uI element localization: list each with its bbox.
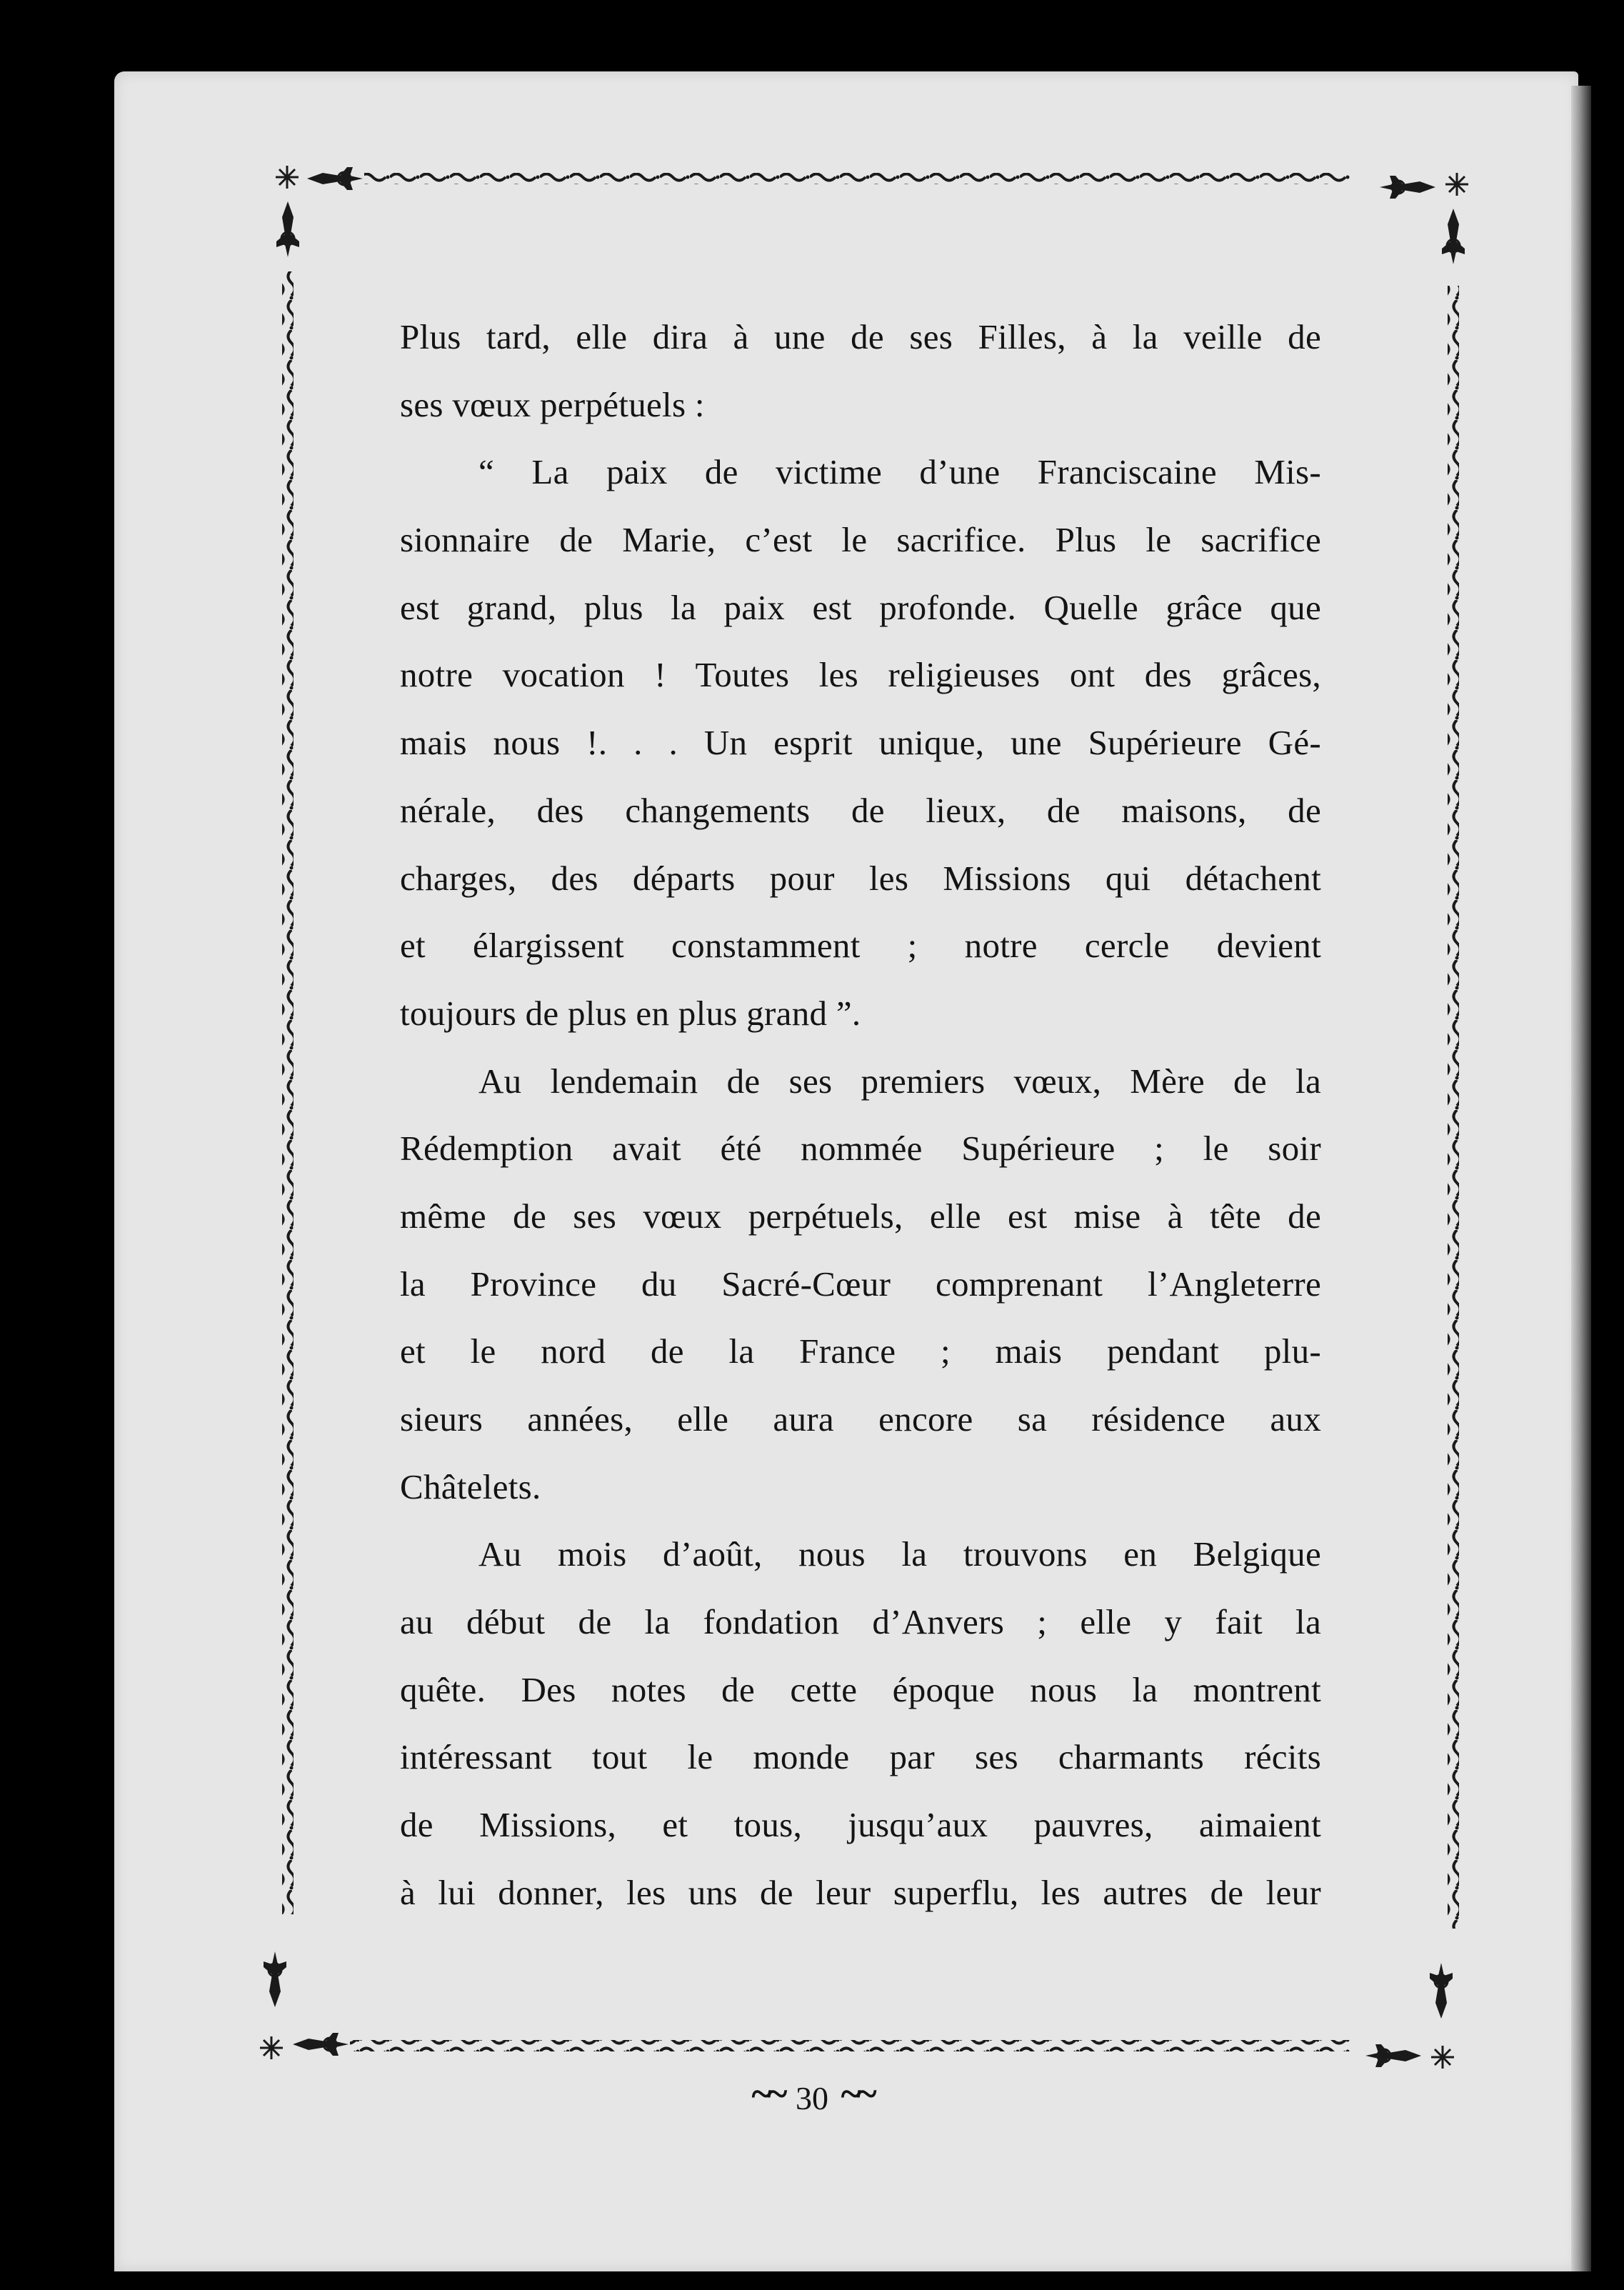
text-line: quête. Des notes de cette époque nous la montrent <box>400 1669 1321 1709</box>
text-line: mais nous !. . . Un esprit unique, une Supérieure Gé- <box>400 723 1321 763</box>
text-line: Châtelets. <box>400 1466 541 1506</box>
text-line: nérale, des changements de lieux, de maisons, de <box>400 790 1321 830</box>
text-line: toujours de plus en plus grand ”. <box>400 993 861 1033</box>
ornament-left-icon: ~~ <box>751 2072 783 2115</box>
text-line: Au mois d’août, nous la trouvons en Belgique <box>478 1534 1321 1574</box>
text-line: intéressant tout le monde par ses charmants récits <box>400 1737 1321 1777</box>
text-line: à lui donner, les uns de leur superflu, les autres de leur <box>400 1872 1321 1912</box>
text-line: sionnaire de Marie, c’est le sacrifice. Plus le sacrifice <box>400 520 1321 560</box>
text-line: ses vœux perpétuels : <box>400 384 705 424</box>
text-line: notre vocation ! Toutes les religieuses ont des grâces, <box>400 655 1321 695</box>
text-line: sieurs années, elle aura encore sa résidence aux <box>400 1399 1321 1439</box>
text-line: Plus tard, elle dira à une de ses Filles, à la veille de <box>400 317 1321 356</box>
text-line: charges, des départs pour les Missions qui détachent <box>400 858 1321 898</box>
text-line: de Missions, et tous, jusqu’aux pauvres, aimaient <box>400 1805 1321 1845</box>
page-number: 30 <box>796 2080 828 2116</box>
body-text <box>400 304 1321 1927</box>
text-line: la Province du Sacré-Cœur comprenant l’Angleterre <box>400 1264 1321 1304</box>
page-footer <box>0 2071 1624 2117</box>
text-line: Au lendemain de ses premiers vœux, Mère de la <box>478 1061 1321 1101</box>
ornament-right-icon: ~~ <box>841 2072 873 2115</box>
text-line: Rédemption avait été nommée Supérieure ; le soir <box>400 1129 1321 1169</box>
text-line: au début de la fondation d’Anvers ; elle y fait la <box>400 1602 1321 1642</box>
text-line: et le nord de la France ; mais pendant plu- <box>400 1331 1321 1371</box>
text-line: et élargissent constamment ; notre cercle devient <box>400 926 1321 966</box>
text-line: est grand, plus la paix est profonde. Quelle grâce que <box>400 587 1321 627</box>
text-line: même de ses vœux perpétuels, elle est mise à tête de <box>400 1196 1321 1236</box>
text-line: “ La paix de victime d’une Franciscaine Mis- <box>478 452 1321 492</box>
